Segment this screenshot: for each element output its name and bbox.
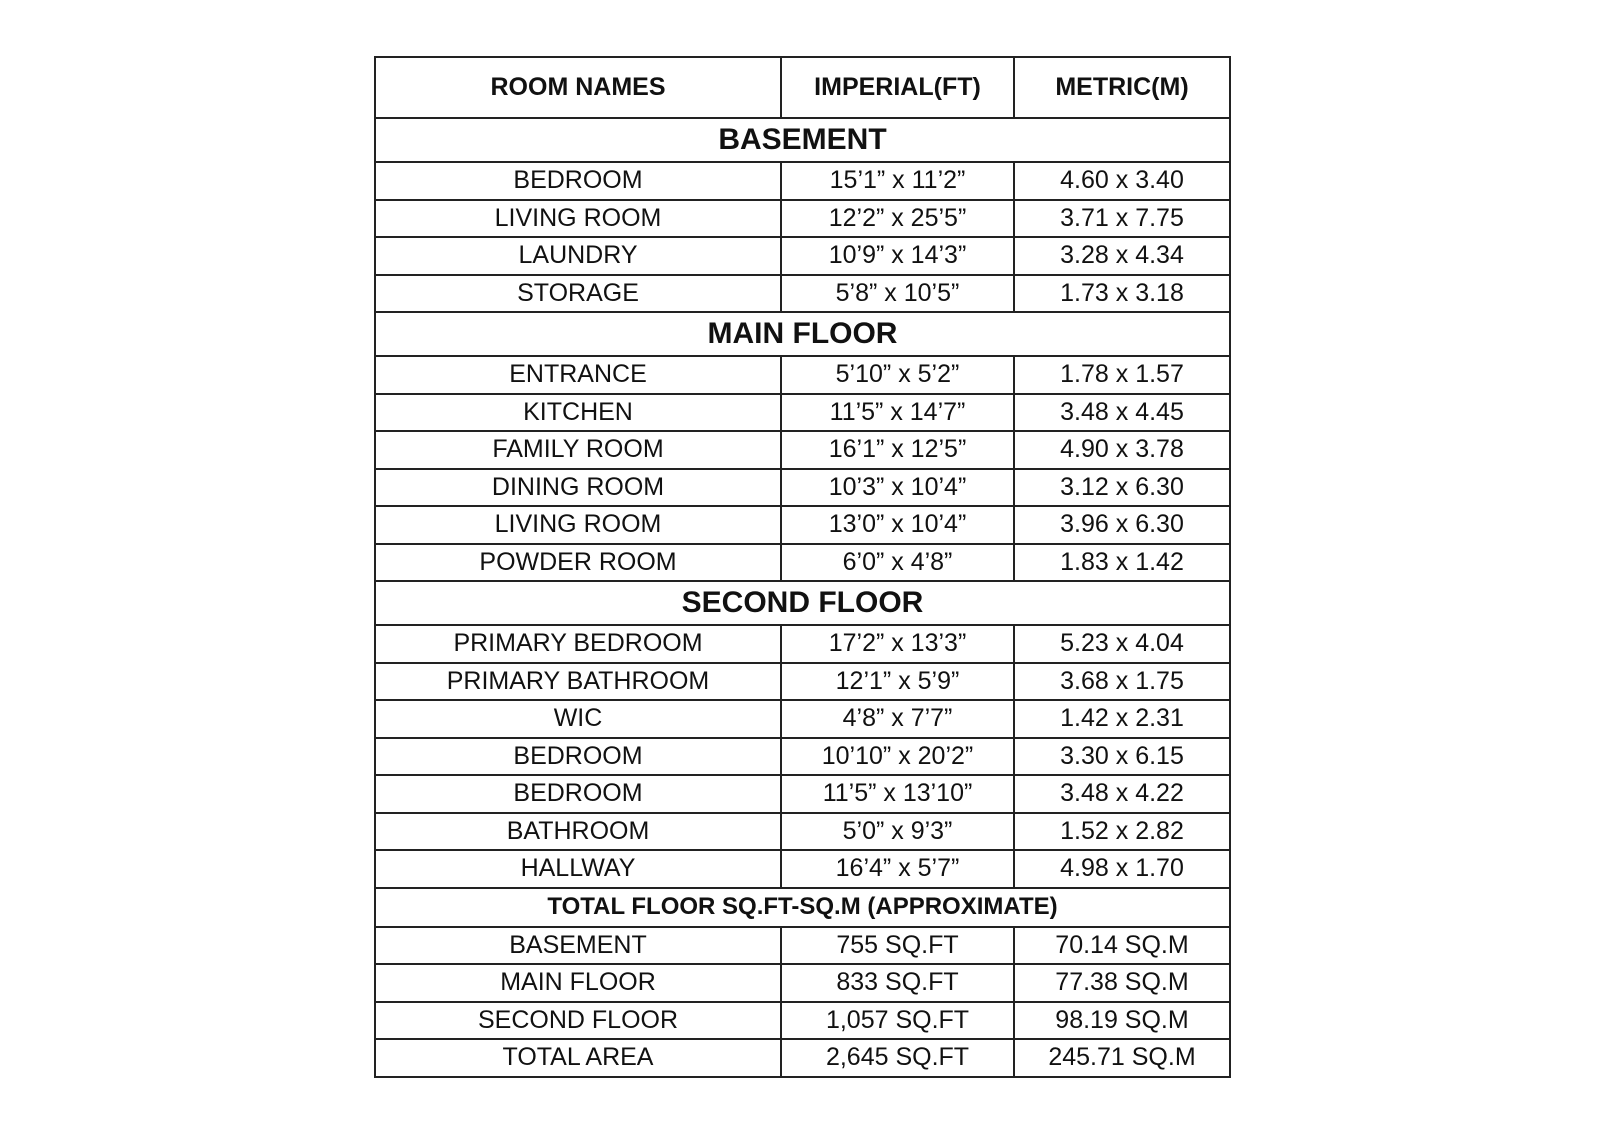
room-name-cell: PRIMARY BEDROOM: [375, 625, 781, 663]
metric-dimension-cell: 3.48 x 4.45: [1014, 394, 1230, 432]
imperial-dimension-cell: 17’2” x 13’3”: [781, 625, 1014, 663]
imperial-dimension-cell: 2,645 SQ.FT: [781, 1039, 1014, 1077]
metric-dimension-cell: 4.90 x 3.78: [1014, 431, 1230, 469]
room-name-cell: POWDER ROOM: [375, 544, 781, 582]
room-name-cell: BEDROOM: [375, 775, 781, 813]
imperial-dimension-cell: 5’0” x 9’3”: [781, 813, 1014, 851]
room-name-cell: BATHROOM: [375, 813, 781, 851]
room-name-cell: WIC: [375, 700, 781, 738]
metric-dimension-cell: 70.14 SQ.M: [1014, 927, 1230, 965]
column-header-metric: METRIC(M): [1014, 57, 1230, 118]
imperial-dimension-cell: 1,057 SQ.FT: [781, 1002, 1014, 1040]
imperial-dimension-cell: 16’1” x 12’5”: [781, 431, 1014, 469]
table-row: [375, 700, 1230, 738]
table-header-row: [375, 57, 1230, 118]
table-row: [375, 813, 1230, 851]
metric-dimension-cell: 3.71 x 7.75: [1014, 200, 1230, 238]
section-heading-row: [375, 888, 1230, 927]
section-title-total-floor-sq-ft-sq-m-approximate: TOTAL FLOOR SQ.FT-SQ.M (APPROXIMATE): [375, 888, 1230, 927]
room-name-cell: BEDROOM: [375, 738, 781, 776]
imperial-dimension-cell: 12’2” x 25’5”: [781, 200, 1014, 238]
imperial-dimension-cell: 833 SQ.FT: [781, 964, 1014, 1002]
imperial-dimension-cell: 16’4” x 5’7”: [781, 850, 1014, 888]
metric-dimension-cell: 1.78 x 1.57: [1014, 356, 1230, 394]
table-row: [375, 200, 1230, 238]
metric-dimension-cell: 77.38 SQ.M: [1014, 964, 1230, 1002]
table-row: [375, 544, 1230, 582]
table-row: [375, 237, 1230, 275]
metric-dimension-cell: 3.30 x 6.15: [1014, 738, 1230, 776]
room-name-cell: SECOND FLOOR: [375, 1002, 781, 1040]
metric-dimension-cell: 3.68 x 1.75: [1014, 663, 1230, 701]
table-row: [375, 663, 1230, 701]
metric-dimension-cell: 1.73 x 3.18: [1014, 275, 1230, 313]
section-title-basement: BASEMENT: [375, 118, 1230, 162]
imperial-dimension-cell: 5’10” x 5’2”: [781, 356, 1014, 394]
section-title-main-floor: MAIN FLOOR: [375, 312, 1230, 356]
room-name-cell: PRIMARY BATHROOM: [375, 663, 781, 701]
room-name-cell: LIVING ROOM: [375, 200, 781, 238]
column-header-imperial: IMPERIAL(FT): [781, 57, 1014, 118]
table-row: [375, 162, 1230, 200]
section-heading-row: [375, 118, 1230, 162]
room-name-cell: KITCHEN: [375, 394, 781, 432]
table-row: [375, 356, 1230, 394]
metric-dimension-cell: 1.83 x 1.42: [1014, 544, 1230, 582]
table-row: [375, 469, 1230, 507]
room-dimensions-table: [374, 56, 1231, 1078]
imperial-dimension-cell: 5’8” x 10’5”: [781, 275, 1014, 313]
table-row: [375, 1039, 1230, 1077]
table-row: [375, 431, 1230, 469]
metric-dimension-cell: 3.28 x 4.34: [1014, 237, 1230, 275]
table-row: [375, 1002, 1230, 1040]
room-name-cell: FAMILY ROOM: [375, 431, 781, 469]
room-name-cell: TOTAL AREA: [375, 1039, 781, 1077]
metric-dimension-cell: 1.42 x 2.31: [1014, 700, 1230, 738]
room-name-cell: LIVING ROOM: [375, 506, 781, 544]
room-name-cell: DINING ROOM: [375, 469, 781, 507]
table-row: [375, 927, 1230, 965]
table-row: [375, 738, 1230, 776]
metric-dimension-cell: 1.52 x 2.82: [1014, 813, 1230, 851]
table-row: [375, 506, 1230, 544]
imperial-dimension-cell: 755 SQ.FT: [781, 927, 1014, 965]
imperial-dimension-cell: 10’10” x 20’2”: [781, 738, 1014, 776]
metric-dimension-cell: 3.12 x 6.30: [1014, 469, 1230, 507]
imperial-dimension-cell: 10’3” x 10’4”: [781, 469, 1014, 507]
imperial-dimension-cell: 13’0” x 10’4”: [781, 506, 1014, 544]
table-row: [375, 625, 1230, 663]
imperial-dimension-cell: 11’5” x 14’7”: [781, 394, 1014, 432]
metric-dimension-cell: 245.71 SQ.M: [1014, 1039, 1230, 1077]
metric-dimension-cell: 5.23 x 4.04: [1014, 625, 1230, 663]
metric-dimension-cell: 4.60 x 3.40: [1014, 162, 1230, 200]
imperial-dimension-cell: 12’1” x 5’9”: [781, 663, 1014, 701]
column-header-room-names: ROOM NAMES: [375, 57, 781, 118]
table-row: [375, 964, 1230, 1002]
imperial-dimension-cell: 10’9” x 14’3”: [781, 237, 1014, 275]
table-row: [375, 850, 1230, 888]
room-name-cell: HALLWAY: [375, 850, 781, 888]
metric-dimension-cell: 3.96 x 6.30: [1014, 506, 1230, 544]
metric-dimension-cell: 98.19 SQ.M: [1014, 1002, 1230, 1040]
imperial-dimension-cell: 4’8” x 7’7”: [781, 700, 1014, 738]
section-title-second-floor: SECOND FLOOR: [375, 581, 1230, 625]
room-name-cell: BEDROOM: [375, 162, 781, 200]
imperial-dimension-cell: 11’5” x 13’10”: [781, 775, 1014, 813]
imperial-dimension-cell: 6’0” x 4’8”: [781, 544, 1014, 582]
table-row: [375, 394, 1230, 432]
room-name-cell: STORAGE: [375, 275, 781, 313]
room-name-cell: ENTRANCE: [375, 356, 781, 394]
room-name-cell: LAUNDRY: [375, 237, 781, 275]
section-heading-row: [375, 581, 1230, 625]
room-name-cell: BASEMENT: [375, 927, 781, 965]
room-name-cell: MAIN FLOOR: [375, 964, 781, 1002]
metric-dimension-cell: 4.98 x 1.70: [1014, 850, 1230, 888]
imperial-dimension-cell: 15’1” x 11’2”: [781, 162, 1014, 200]
table-row: [375, 775, 1230, 813]
table-body: [375, 118, 1230, 1077]
table-row: [375, 275, 1230, 313]
metric-dimension-cell: 3.48 x 4.22: [1014, 775, 1230, 813]
section-heading-row: [375, 312, 1230, 356]
